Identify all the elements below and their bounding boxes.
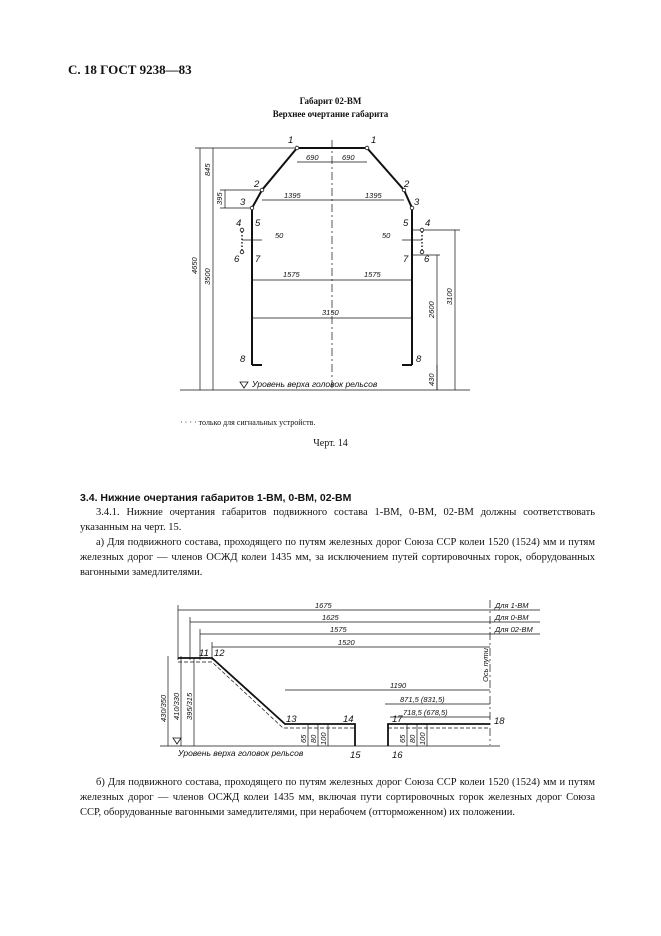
point-label: 8 xyxy=(416,354,422,365)
dim-label: 3500 xyxy=(203,268,212,285)
figure-caption: Черт. 14 xyxy=(313,438,348,449)
point-label: 6 xyxy=(234,254,240,265)
dim-label: 50 xyxy=(275,231,284,240)
rail-level-label: Уровень верха головок рельсов xyxy=(178,748,304,758)
dim-label: 410/330 xyxy=(172,692,181,720)
dim-label: 2600 xyxy=(427,301,436,318)
point-label: 7 xyxy=(403,254,409,265)
dim-label: 80 xyxy=(408,734,417,743)
point-label: 6 xyxy=(424,254,430,265)
dim-label: 1190 xyxy=(390,681,407,690)
dim-label: 1575 xyxy=(364,270,381,279)
point-label: 2 xyxy=(254,179,260,190)
dim-label: 1625 xyxy=(322,613,339,622)
dim-label: 50 xyxy=(382,231,391,240)
rail-level-label: Уровень верха головок рельсов xyxy=(252,379,378,389)
gabarit-lower-diagram xyxy=(0,590,661,770)
page-header: С. 18 ГОСТ 9238—83 xyxy=(68,62,192,77)
dim-label: 3150 xyxy=(322,308,339,317)
point-label: 1 xyxy=(371,135,377,146)
legend-label: Для 02-ВМ xyxy=(495,625,533,634)
point-label: 4 xyxy=(236,218,242,229)
dim-label: 65 xyxy=(299,734,308,743)
paragraph: б) Для подвижного состава, проходящего по путям железных дорог Союза ССР колеи 1520 (1524) мм и путям железных дорог — членов ОСЖД колеи 1435 мм, включая пути сортировочных горок железных дорог Союза ССР, оборудованные вагонными замедлителями, при нерабочем (отторможенном) их положении. xyxy=(80,777,595,818)
dim-label: 1395 xyxy=(284,191,301,200)
point-label: 17 xyxy=(392,714,403,725)
dim-label: 80 xyxy=(309,734,318,743)
point-label: 16 xyxy=(392,750,403,761)
point-label: 4 xyxy=(425,218,431,229)
point-label: 1 xyxy=(288,135,294,146)
axis-label: Ось пути xyxy=(481,648,490,682)
dim-label: 100 xyxy=(319,732,328,745)
section-heading: 3.4. Нижние очертания габаритов 1-ВМ, 0-ВМ, 02-ВМ xyxy=(80,492,352,504)
figure-title: Габарит 02-ВМ xyxy=(299,96,362,106)
paragraph: 3.4.1. Нижние очертания габаритов подвижного состава 1-ВМ, 0-ВМ, 02-ВМ должны соответствовать указанным на черт. 15. xyxy=(80,507,595,533)
point-label: 8 xyxy=(240,354,246,365)
point-label: 5 xyxy=(255,218,261,229)
point-label: 3 xyxy=(240,197,246,208)
dim-label: 1575 xyxy=(283,270,300,279)
dim-label: 395/315 xyxy=(185,692,194,720)
point-label: 3 xyxy=(414,197,420,208)
dim-label: 718,5 (678,5) xyxy=(403,708,448,717)
point-label: 15 xyxy=(350,750,361,761)
figure-subtitle: Верхнее очертание габарита xyxy=(272,109,389,119)
point-label: 7 xyxy=(255,254,261,265)
point-label: 11 xyxy=(199,648,209,659)
dim-label: 690 xyxy=(342,153,355,162)
point-label: 12 xyxy=(214,648,225,659)
point-label: 18 xyxy=(494,716,505,727)
dim-label: 1575 xyxy=(330,625,347,634)
dim-label: 430/350 xyxy=(159,694,168,722)
paragraph: а) Для подвижного состава, проходящего по путям железных дорог Союза ССР колеи 1520 (1524) мм и путям железных дорог — членов ОСЖД колеи 1435 мм, за исключением путей сортировочных горок, оборудованных вагонными замедлителями. xyxy=(80,537,595,578)
legend-label: Для 1-ВМ xyxy=(495,601,529,610)
dim-label: 1520 xyxy=(338,638,355,647)
dim-label: 4650 xyxy=(190,257,199,274)
figure-note: · · · · только для сигнальных устройств. xyxy=(180,418,316,427)
dim-label: 845 xyxy=(203,163,212,176)
point-label: 13 xyxy=(286,714,297,725)
point-label: 14 xyxy=(343,714,354,725)
dim-label: 395 xyxy=(215,192,224,205)
dim-label: 3100 xyxy=(445,288,454,305)
dim-label: 690 xyxy=(306,153,319,162)
point-label: 5 xyxy=(403,218,409,229)
dim-label: 430 xyxy=(427,373,436,386)
point-label: 2 xyxy=(404,179,410,190)
dim-label: 871,5 (831,5) xyxy=(400,695,445,704)
dim-label: 65 xyxy=(398,734,407,743)
dim-label: 100 xyxy=(418,732,427,745)
dim-label: 1675 xyxy=(315,601,332,610)
legend-label: Для 0-ВМ xyxy=(495,613,529,622)
dim-label: 1395 xyxy=(365,191,382,200)
